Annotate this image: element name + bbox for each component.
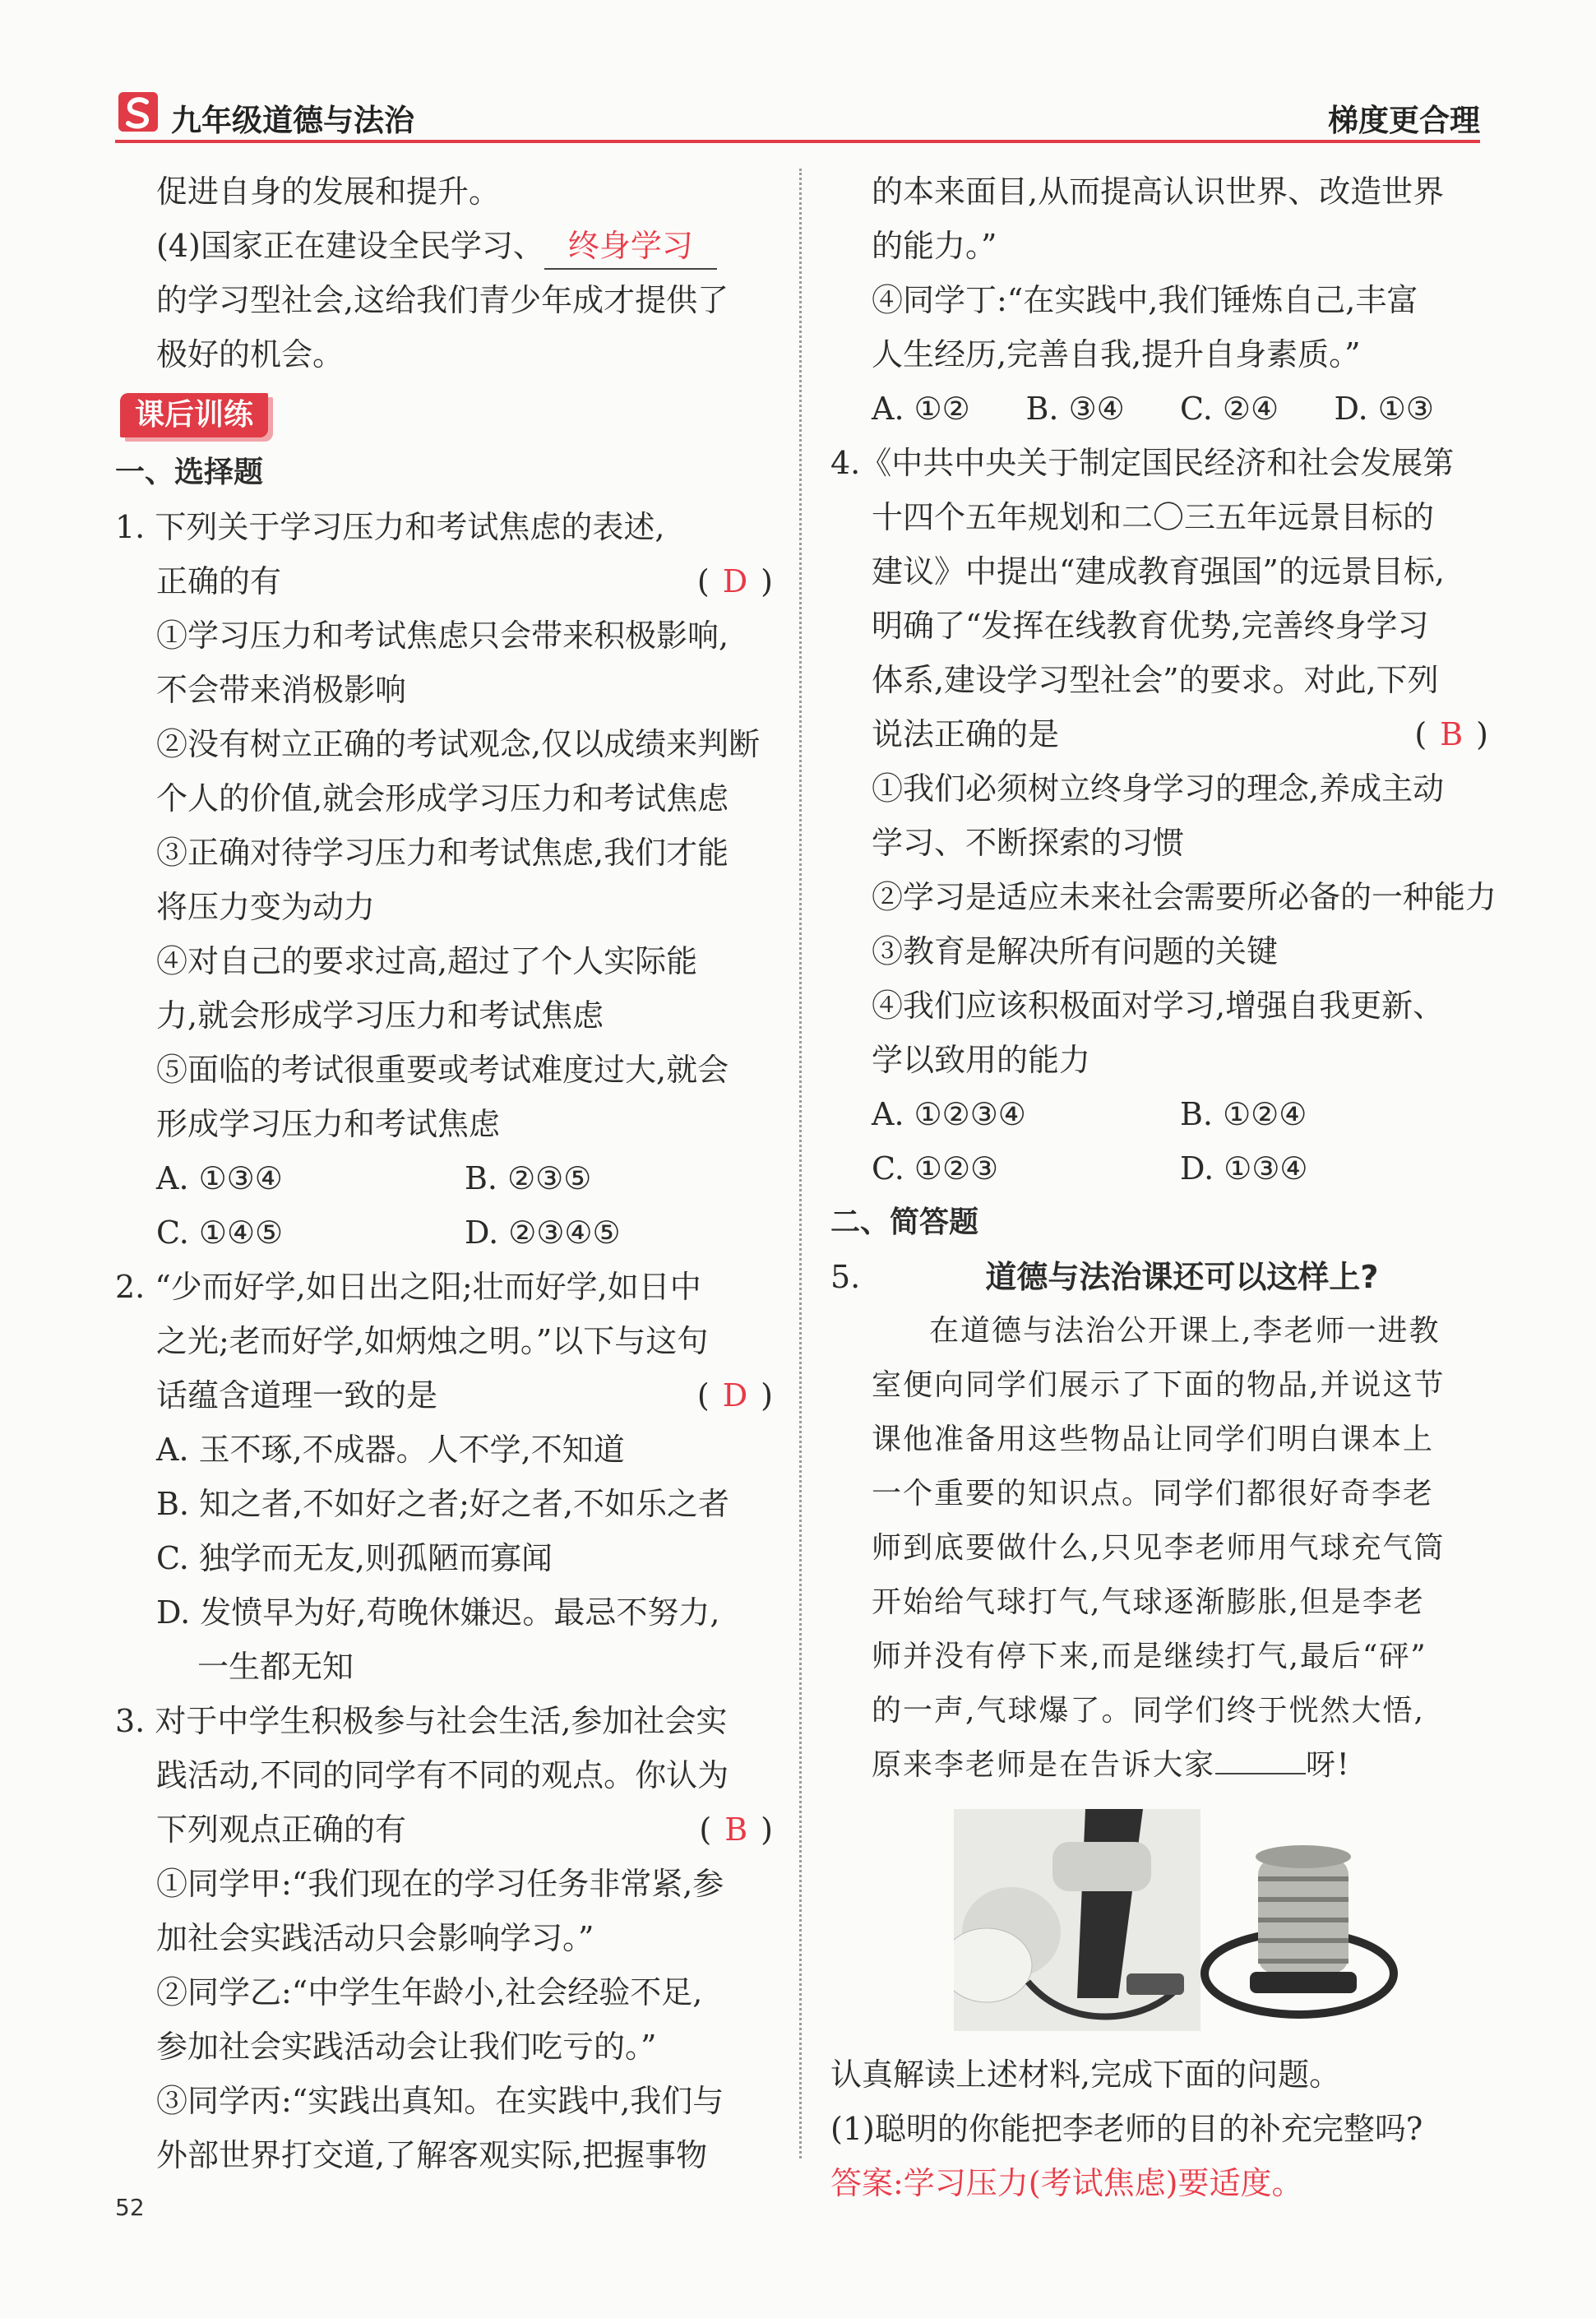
q1-option-c: C. ①④⑤: [156, 1215, 284, 1251]
q4-item: ②学习是适应未来社会需要所必备的一种能力: [872, 879, 1497, 915]
q1-options-row1: [115, 1151, 773, 1205]
q2-stem3: [115, 1368, 773, 1423]
header-slogan: 梯度更合理: [1328, 103, 1480, 138]
q5-story-line: 师并没有停下来,而是继续打气,最后“砰”: [872, 1640, 1427, 1673]
q4-prefix: (4)国家正在建设全民学习、: [156, 228, 544, 264]
q5-sub1: (1)聪明的你能把李老师的目的补充完整吗?: [830, 2111, 1423, 2147]
q1-item: 力,就会形成学习压力和考试焦虑: [156, 997, 604, 1034]
intro-text: 促进自身的发展和提升。: [156, 174, 501, 210]
q5-story-line: 课他准备用这些物品让同学们明白课本上: [872, 1423, 1435, 1456]
q5-story: [830, 1304, 1488, 1793]
q2-answer-bracket: ( D ): [696, 1377, 773, 1413]
q4-line: [115, 219, 773, 273]
q4-item: ③教育是解决所有问题的关键: [872, 933, 1279, 969]
q1-answer: D: [722, 563, 748, 599]
q2-option-a: A. 玉不琢,不成器。人不学,不知道: [156, 1432, 625, 1468]
q1-answer-bracket: ( D ): [696, 563, 773, 599]
q4-options-row2: [830, 1141, 1488, 1196]
badge-wrap: [115, 382, 773, 446]
q3-cont: 的本来面目,从而提高认识世界、改造世界: [872, 174, 1445, 210]
q4-answer-bracket: ( B ): [1414, 716, 1488, 752]
q4-item: 学以致用的能力: [872, 1042, 1091, 1078]
q3-cont: 人生经历,完善自我,提升自身素质。”: [872, 336, 1361, 372]
q5-header: [830, 1250, 1488, 1304]
q2-option-b: B. 知之者,不如好之者;好之者,不如乐之者: [156, 1486, 730, 1522]
q1-stem2-text: 正确的有: [156, 563, 282, 599]
q5-story-line: 的一声,气球爆了。同学们终于恍然大悟,: [872, 1694, 1425, 1728]
q1-item: 不会带来消极影响: [156, 672, 407, 708]
q4-stem-last: [830, 707, 1488, 761]
book-title: 九年级道德与法治: [171, 103, 414, 138]
q1-item: ②没有树立正确的考试观念,仅以成绩来判断: [156, 726, 761, 762]
q3-item: 加社会实践活动只会影响学习。”: [156, 1920, 594, 1956]
q3-option-b: B. ③④: [1025, 391, 1125, 427]
publisher-logo-icon: [115, 89, 161, 135]
q3-stem3-text: 下列观点正确的有: [156, 1811, 407, 1848]
q1-item: ③正确对待学习压力和考试焦虑,我们才能: [156, 835, 729, 871]
page-number: 52: [115, 2194, 145, 2221]
q1-item: ①学习压力和考试焦虑只会带来积极影响,: [156, 618, 729, 654]
q3-item: 参加社会实践活动会让我们吃亏的。”: [156, 2029, 657, 2065]
q5-number: 5.: [830, 1259, 861, 1295]
q2-stem2: 之光;老而好学,如炳烛之明。”以下与这句: [156, 1323, 709, 1359]
q2-option-d: D. 发愤早为好,苟晚休嫌迟。最忌不努力,: [156, 1594, 720, 1631]
section-title-choice: 一、选择题: [115, 456, 264, 489]
q3-stem2: 践活动,不同的同学有不同的观点。你认为: [156, 1757, 729, 1793]
q4-fill-answer: 终身学习: [544, 224, 717, 270]
q5-story-line: 室便向同学们展示了下面的物品,并说这节: [872, 1368, 1446, 1402]
q4-options-row1: [830, 1087, 1488, 1141]
q1-item: ④对自己的要求过高,超过了个人实际能: [156, 943, 698, 979]
section-title-short-answer: 二、简答题: [830, 1205, 979, 1239]
q1-item: ⑤面临的考试很重要或考试难度过大,就会: [156, 1052, 729, 1088]
q5-story-line: 师到底要做什么,只见李老师用气球充气筒: [872, 1531, 1446, 1565]
q1-option-d: D. ②③④⑤: [465, 1215, 621, 1251]
q5-story-last-prefix: 原来李老师是在告诉大家: [872, 1748, 1216, 1782]
q1-option-b: B. ②③⑤: [465, 1160, 592, 1196]
q4-stem: 4.《中共中央关于制定国民经济和社会发展第: [830, 445, 1455, 481]
balloon-pump-photo: [954, 1809, 1200, 2031]
q4-stem-last-text: 说法正确的是: [872, 716, 1060, 752]
q3-option-a: A. ①②: [872, 391, 970, 427]
q4-item: 学习、不断探索的习惯: [872, 825, 1185, 861]
q5-answer: 答案:学习压力(考试焦虑)要适度。: [830, 2165, 1303, 2201]
q1-item: 将压力变为动力: [156, 889, 376, 925]
q1-options-row2: [115, 1205, 773, 1260]
q3-answer-bracket: ( B ): [699, 1811, 773, 1848]
q4-item: ①我们必须树立终身学习的理念,养成主动: [872, 770, 1445, 807]
q2-option-d-cont: 一生都无知: [197, 1649, 354, 1685]
q3-stem3: [115, 1802, 773, 1857]
q2-stem: 2. “少而好学,如日出之阳;壮而好学,如日中: [115, 1269, 701, 1305]
q1-option-a: A. ①③④: [156, 1160, 283, 1196]
q5-prompt: 认真解读上述材料,完成下面的问题。: [830, 2057, 1341, 2093]
q1-stem: 1. 下列关于学习压力和考试焦虑的表述,: [115, 509, 665, 545]
q3-stem: 3. 对于中学生积极参与社会生活,参加社会实: [115, 1703, 728, 1739]
q1-item: 个人的价值,就会形成学习压力和考试焦虑: [156, 780, 729, 817]
q3-answer: B: [724, 1811, 748, 1848]
q1-item: 形成学习压力和考试焦虑: [156, 1106, 501, 1142]
pump-photos: [921, 1809, 1414, 2031]
q5-blank: [1215, 1740, 1306, 1774]
q5-story-last-suffix: 呀!: [1306, 1748, 1351, 1782]
q5-title: 道德与法治课还可以这样上?: [985, 1259, 1379, 1295]
q3-item: ①同学甲:“我们现在的学习任务非常紧,参: [156, 1866, 724, 1902]
q5-story-last: [872, 1738, 1488, 1793]
q4-answer: B: [1440, 716, 1464, 752]
q5-story-line: 一个重要的知识点。同学们都很好奇李老: [872, 1477, 1435, 1511]
q3-cont: ④同学丁:“在实践中,我们锤炼自己,丰富: [872, 282, 1418, 318]
q5-story-line: 在道德与法治公开课上,李老师一进教: [929, 1314, 1441, 1348]
q5-story-line: 开始给气球打气,气球逐渐膨胀,但是李老: [872, 1585, 1425, 1619]
foot-pump-photo: [1200, 1809, 1414, 2031]
q3-item: ③同学丙:“实践出真知。在实践中,我们与: [156, 2083, 724, 2119]
q4-stem: 十四个五年规划和二〇三五年远景目标的: [872, 499, 1435, 535]
q4-option-d: D. ①③④: [1180, 1150, 1308, 1187]
section-badge: 课后训练: [120, 393, 268, 437]
q2-answer: D: [722, 1377, 748, 1413]
q4-line2: 的学习型社会,这给我们青少年成才提供了: [156, 282, 729, 318]
q4-item: ④我们应该积极面对学习,增强自我更新、: [872, 988, 1445, 1024]
q4-stem: 体系,建设学习型社会”的要求。对此,下列: [872, 662, 1439, 698]
page-header: [115, 86, 1480, 143]
q4-option-c: C. ①②③: [872, 1150, 999, 1187]
left-column: [115, 164, 773, 2182]
q4-line3: 极好的机会。: [156, 336, 345, 372]
q3-options: [830, 382, 1488, 436]
q3-item: ②同学乙:“中学生年龄小,社会经验不足,: [156, 1974, 703, 2010]
q3-option-d: D. ①③: [1334, 391, 1434, 427]
q4-option-b: B. ①②④: [1180, 1096, 1307, 1132]
q3-cont: 的能力。”: [872, 228, 997, 264]
q4-stem: 建议》中提出“建成教育强国”的远景目标,: [872, 553, 1445, 590]
q1-stem2: [115, 554, 773, 608]
column-divider: [799, 169, 802, 2158]
q2-stem3-text: 话蕴含道理一致的是: [156, 1377, 438, 1413]
q4-stem: 明确了“发挥在线教育优势,完善终身学习: [872, 608, 1429, 644]
q3-option-c: C. ②④: [1180, 391, 1279, 427]
q4-option-a: A. ①②③④: [872, 1096, 1026, 1132]
q2-option-c: C. 独学而无友,则孤陋而寡闻: [156, 1540, 553, 1576]
right-column: [830, 164, 1497, 2210]
q3-item: 外部世界打交道,了解客观实际,把握事物: [156, 2137, 708, 2173]
